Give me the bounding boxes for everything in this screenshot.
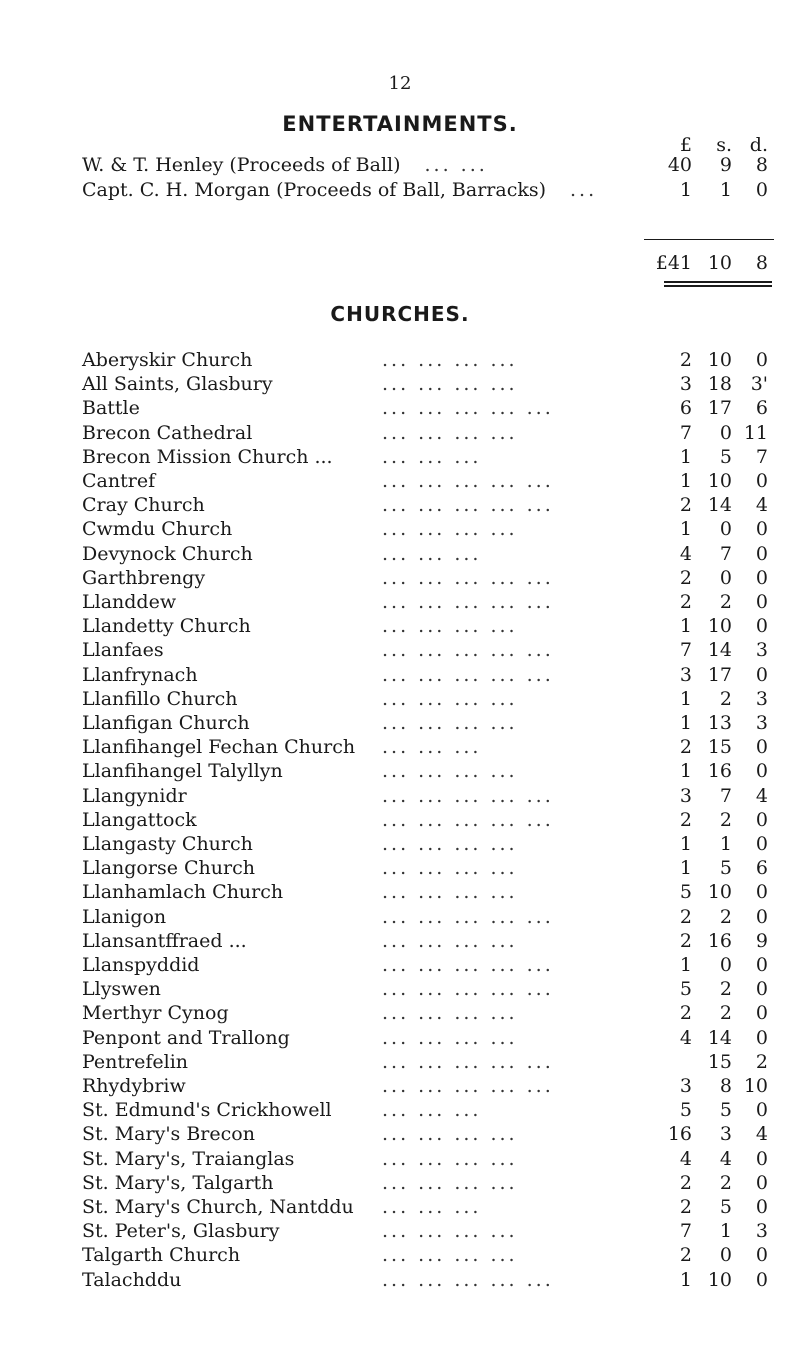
pence-value: 4 — [755, 494, 768, 517]
shillings-value: 2 — [719, 687, 732, 710]
pounds-value: 2 — [679, 494, 692, 517]
total-pounds: £41 — [655, 252, 692, 274]
pence-value: 0 — [755, 881, 768, 904]
entry-label: Llanfrynach — [82, 663, 198, 686]
entry-label: Garthbrengy — [82, 566, 206, 589]
shillings-value: 7 — [719, 542, 732, 565]
entry-label: Talachddu — [82, 1268, 182, 1291]
pounds-value: 2 — [679, 591, 692, 613]
pounds-value: 2 — [679, 1171, 692, 1194]
leader-dots: ... ... ... ... — [382, 833, 518, 855]
entry-label: St. Edmund's Crickhowell — [82, 1099, 332, 1122]
leader-dots: ... ... ... ... ... — [382, 566, 554, 589]
pence-value: 3' — [750, 373, 768, 396]
church-row — [82, 639, 772, 661]
leader-dots: ... ... ... ... — [382, 1123, 518, 1146]
pounds-value: 16 — [667, 1123, 692, 1146]
pence-value: 10 — [743, 1075, 768, 1097]
pence-value: 0 — [755, 978, 768, 1001]
church-row — [82, 881, 772, 903]
entry-label: Devynock Church — [82, 542, 253, 565]
entry-label: Llangynidr — [82, 784, 187, 807]
entry-label: St. Mary's, Talgarth — [82, 1171, 274, 1194]
pounds-value: 1 — [679, 179, 692, 201]
leader-dots: ... ... ... ... — [382, 760, 518, 783]
shillings-value: 0 — [719, 1244, 732, 1267]
shillings-value: 3 — [719, 1123, 732, 1146]
shillings-value: 9 — [719, 154, 732, 176]
entry-label: Cray Church — [82, 494, 205, 517]
shillings-value: 10 — [707, 881, 732, 904]
entry-label: Llangattock — [82, 808, 197, 831]
pence-value: 3 — [755, 639, 768, 662]
entry-label: Llandetty Church — [82, 615, 251, 638]
leader-dots: ... ... ... ... ... — [382, 954, 554, 976]
leader-dots: ... ... — [424, 154, 488, 176]
shillings-value: 13 — [707, 712, 732, 734]
shillings-value: 10 — [707, 349, 732, 371]
entry-label: Llangasty Church — [82, 833, 253, 855]
leader-dots: ... ... ... ... ... — [382, 397, 554, 420]
shillings-value: 1 — [719, 179, 732, 201]
shillings-value: 17 — [707, 397, 732, 420]
entry-label: Rhydybriw — [82, 1075, 186, 1097]
pounds-value: 3 — [679, 784, 692, 807]
entry-label: Talgarth Church — [82, 1244, 241, 1267]
pence-value: 9 — [755, 929, 768, 952]
leader-dots: ... ... ... — [382, 1099, 482, 1122]
pounds-value: 4 — [679, 1147, 692, 1170]
entry-label: Llansantffraed ... — [82, 929, 247, 952]
pence-value: 2 — [755, 1050, 768, 1073]
shillings-value: 16 — [707, 929, 732, 952]
pounds-value: 3 — [679, 1075, 692, 1097]
entry-label: St. Mary's Brecon — [82, 1123, 255, 1146]
church-row — [82, 1051, 772, 1073]
shillings-value: 10 — [707, 1268, 732, 1291]
leader-dots: ... ... ... ... — [382, 1147, 518, 1170]
entry-label: Merthyr Cynog — [82, 1002, 229, 1025]
leader-dots: ... ... ... ... — [382, 349, 518, 371]
leader-dots: ... ... ... ... — [382, 1171, 518, 1194]
pence-value: 3 — [755, 712, 768, 734]
shillings-value: 2 — [719, 808, 732, 831]
total-double-rule-top — [664, 281, 772, 283]
pounds-header: £ — [679, 134, 692, 156]
church-row — [82, 1244, 772, 1266]
leader-dots: ... ... ... ... ... — [382, 1050, 554, 1073]
shillings-value: 2 — [719, 978, 732, 1001]
leader-dots: ... ... ... ... — [382, 857, 518, 880]
total-double-rule-bottom — [664, 285, 772, 287]
pounds-value: 1 — [679, 954, 692, 976]
pence-value: 0 — [755, 760, 768, 783]
shillings-value: 7 — [719, 784, 732, 807]
shillings-value: 10 — [707, 615, 732, 638]
pence-value: 0 — [755, 179, 768, 201]
church-row — [82, 785, 772, 807]
church-row — [82, 1269, 772, 1291]
shillings-value: 0 — [719, 954, 732, 976]
entry-label: Battle — [82, 397, 140, 420]
leader-dots: ... ... ... ... — [382, 615, 518, 638]
leader-dots: ... ... ... ... — [382, 1002, 518, 1025]
leader-dots: ... ... ... ... ... — [382, 808, 554, 831]
leader-dots: ... — [570, 179, 598, 201]
shillings-value: 5 — [719, 857, 732, 880]
church-row — [82, 494, 772, 516]
church-row — [82, 809, 772, 831]
entry-label: St. Peter's, Glasbury — [82, 1220, 280, 1243]
leader-dots: ... ... ... ... ... — [382, 905, 554, 928]
pence-value: 0 — [755, 1026, 768, 1049]
church-row — [82, 1002, 772, 1024]
church-row — [82, 615, 772, 637]
church-row — [82, 470, 772, 492]
church-row — [82, 543, 772, 565]
leader-dots: ... ... ... ... ... — [382, 978, 554, 1001]
church-row — [82, 1196, 772, 1218]
church-row — [82, 1027, 772, 1049]
leader-dots: ... ... ... ... ... — [382, 470, 554, 492]
pounds-value: 4 — [679, 542, 692, 565]
church-row — [82, 1148, 772, 1170]
pence-value: 0 — [755, 1171, 768, 1194]
church-row — [82, 906, 772, 928]
shillings-value: 2 — [719, 591, 732, 613]
leader-dots: ... ... ... ... — [382, 881, 518, 904]
pence-value: 0 — [755, 566, 768, 589]
shillings-value: 14 — [707, 1026, 732, 1049]
pence-value: 11 — [743, 421, 768, 444]
leader-dots: ... ... ... — [382, 542, 482, 565]
pounds-value: 40 — [667, 154, 692, 176]
entry-label: Llanfihangel Fechan Church — [82, 736, 356, 759]
pounds-value: 1 — [679, 615, 692, 638]
pence-value: 0 — [755, 905, 768, 928]
pounds-value: 3 — [679, 373, 692, 396]
pounds-value: 5 — [679, 881, 692, 904]
leader-dots: ... ... ... — [382, 736, 482, 759]
shillings-value: 18 — [707, 373, 732, 396]
church-row — [82, 1220, 772, 1242]
entry-label: Cwmdu Church — [82, 518, 233, 541]
entertainments-heading: ENTERTAINMENTS. — [282, 112, 518, 136]
pounds-value: 2 — [679, 736, 692, 759]
shillings-value: 5 — [719, 445, 732, 468]
church-row — [82, 833, 772, 855]
shillings-value: 10 — [707, 470, 732, 492]
entry-label: Cantref — [82, 470, 156, 492]
pounds-value: 4 — [679, 1026, 692, 1049]
pounds-value: 7 — [679, 639, 692, 662]
entry-label: Llanfillo Church — [82, 687, 238, 710]
church-row — [82, 760, 772, 782]
currency-column-headers — [82, 134, 772, 156]
pence-value: 0 — [755, 1147, 768, 1170]
entry-label: Llanigon — [82, 905, 167, 928]
church-row — [82, 978, 772, 1000]
pounds-value: 1 — [679, 857, 692, 880]
entertainments-total — [82, 252, 772, 274]
leader-dots: ... ... ... ... ... — [382, 663, 554, 686]
pounds-value: 1 — [679, 518, 692, 541]
church-row — [82, 712, 772, 734]
pence-value: 3 — [755, 1220, 768, 1243]
shillings-value: 2 — [719, 905, 732, 928]
pence-value: 0 — [755, 833, 768, 855]
entertainment-row — [82, 154, 772, 176]
leader-dots: ... ... ... ... — [382, 421, 518, 444]
pence-value: 8 — [755, 154, 768, 176]
leader-dots: ... ... ... ... ... — [382, 494, 554, 517]
shillings-value: 16 — [707, 760, 732, 783]
entry-label: Brecon Mission Church ... — [82, 445, 333, 468]
church-row — [82, 736, 772, 758]
pounds-value: 2 — [679, 1002, 692, 1025]
church-row — [82, 857, 772, 879]
entry-label: Capt. C. H. Morgan (Proceeds of Ball, Barracks) — [82, 179, 547, 201]
pence-value: 0 — [755, 1099, 768, 1122]
pence-value: 4 — [755, 1123, 768, 1146]
pounds-value: 6 — [679, 397, 692, 420]
pence-value: 0 — [755, 954, 768, 976]
leader-dots: ... ... ... ... ... — [382, 1268, 554, 1291]
pence-value: 6 — [755, 857, 768, 880]
shillings-value: 14 — [707, 639, 732, 662]
entry-label: St. Mary's Church, Nantddu — [82, 1196, 354, 1218]
church-row — [82, 664, 772, 686]
total-rule — [644, 239, 774, 240]
pence-value: 0 — [755, 1002, 768, 1025]
church-row — [82, 1075, 772, 1097]
shillings-value: 4 — [719, 1147, 732, 1170]
pence-value: 0 — [755, 470, 768, 492]
pounds-value: 1 — [679, 687, 692, 710]
entry-label: Llanfaes — [82, 639, 164, 662]
pounds-value: 5 — [679, 978, 692, 1001]
pence-value: 0 — [755, 736, 768, 759]
pounds-value: 1 — [679, 712, 692, 734]
pence-value: 0 — [755, 1196, 768, 1218]
leader-dots: ... ... ... ... — [382, 687, 518, 710]
pounds-value: 1 — [679, 445, 692, 468]
pounds-value: 2 — [679, 349, 692, 371]
leader-dots: ... ... ... ... — [382, 712, 518, 734]
church-row — [82, 1172, 772, 1194]
pence-value: 6 — [755, 397, 768, 420]
pence-value: 0 — [755, 663, 768, 686]
pounds-value: 2 — [679, 808, 692, 831]
church-row — [82, 1123, 772, 1145]
shillings-value: 5 — [719, 1099, 732, 1122]
entry-label: Llanhamlach Church — [82, 881, 284, 904]
entry-label: St. Mary's, Traianglas — [82, 1147, 295, 1170]
entry-label: Llanfigan Church — [82, 712, 250, 734]
pence-value: 0 — [755, 542, 768, 565]
leader-dots: ... ... ... ... ... — [382, 1075, 554, 1097]
pounds-value: 3 — [679, 663, 692, 686]
leader-dots: ... ... ... ... — [382, 1026, 518, 1049]
entry-label: Llyswen — [82, 978, 161, 1001]
pounds-value: 5 — [679, 1099, 692, 1122]
pence-value: 0 — [755, 518, 768, 541]
church-row — [82, 591, 772, 613]
pounds-value: 2 — [679, 566, 692, 589]
pounds-value: 1 — [679, 833, 692, 855]
entry-label: Aberyskir Church — [82, 349, 253, 371]
shillings-value: 1 — [719, 1220, 732, 1243]
leader-dots: ... ... ... ... ... — [382, 591, 554, 613]
church-row — [82, 1099, 772, 1121]
church-row — [82, 518, 772, 540]
shillings-value: 8 — [719, 1075, 732, 1097]
church-row — [82, 349, 772, 371]
church-row — [82, 446, 772, 468]
pence-value: 0 — [755, 1268, 768, 1291]
pence-value: 0 — [755, 615, 768, 638]
leader-dots: ... ... ... ... — [382, 373, 518, 396]
pounds-value: 1 — [679, 470, 692, 492]
shillings-header: s. — [716, 134, 732, 156]
shillings-value: 2 — [719, 1002, 732, 1025]
entertainment-row — [82, 179, 772, 201]
page-number: 12 — [388, 73, 412, 94]
total-shillings: 10 — [707, 252, 732, 274]
leader-dots: ... ... ... ... — [382, 1220, 518, 1243]
church-row — [82, 373, 772, 395]
entry-label: W. & T. Henley (Proceeds of Ball) — [82, 154, 401, 176]
church-row — [82, 930, 772, 952]
church-row — [82, 954, 772, 976]
shillings-value: 14 — [707, 494, 732, 517]
pounds-value: 1 — [679, 760, 692, 783]
pounds-value: 7 — [679, 1220, 692, 1243]
pounds-value: 2 — [679, 929, 692, 952]
entry-label: Llanspyddid — [82, 954, 200, 976]
shillings-value: 15 — [707, 1050, 732, 1073]
church-row — [82, 688, 772, 710]
entry-label: Llanfihangel Talyllyn — [82, 760, 283, 783]
pence-value: 0 — [755, 1244, 768, 1267]
leader-dots: ... ... ... ... ... — [382, 639, 554, 662]
shillings-value: 15 — [707, 736, 732, 759]
pence-header: d. — [749, 134, 768, 156]
church-row — [82, 422, 772, 444]
total-pence: 8 — [755, 252, 768, 274]
leader-dots: ... ... ... — [382, 1196, 482, 1218]
leader-dots: ... ... ... — [382, 445, 482, 468]
pence-value: 4 — [755, 784, 768, 807]
shillings-value: 0 — [719, 566, 732, 589]
pence-value: 0 — [755, 349, 768, 371]
church-row — [82, 567, 772, 589]
pence-value: 7 — [755, 445, 768, 468]
pounds-value: 2 — [679, 1244, 692, 1267]
shillings-value: 0 — [719, 518, 732, 541]
pounds-value: 2 — [679, 1196, 692, 1218]
pounds-value: 7 — [679, 421, 692, 444]
leader-dots: ... ... ... ... — [382, 929, 518, 952]
shillings-value: 0 — [719, 421, 732, 444]
pence-value: 0 — [755, 591, 768, 613]
leader-dots: ... ... ... ... ... — [382, 784, 554, 807]
churches-heading: CHURCHES. — [330, 302, 470, 326]
shillings-value: 5 — [719, 1196, 732, 1218]
entry-label: Penpont and Trallong — [82, 1026, 290, 1049]
entry-label: Pentrefelin — [82, 1050, 189, 1073]
leader-dots: ... ... ... ... — [382, 1244, 518, 1267]
entry-label: Llangorse Church — [82, 857, 255, 880]
pence-value: 3 — [755, 687, 768, 710]
shillings-value: 2 — [719, 1171, 732, 1194]
entry-label: Brecon Cathedral — [82, 421, 253, 444]
entry-label: All Saints, Glasbury — [82, 373, 273, 396]
shillings-value: 1 — [719, 833, 732, 855]
church-row — [82, 397, 772, 419]
pounds-value: 2 — [679, 905, 692, 928]
pence-value: 0 — [755, 808, 768, 831]
leader-dots: ... ... ... ... — [382, 518, 518, 541]
entry-label: Llanddew — [82, 591, 177, 613]
pounds-value: 1 — [679, 1268, 692, 1291]
shillings-value: 17 — [707, 663, 732, 686]
